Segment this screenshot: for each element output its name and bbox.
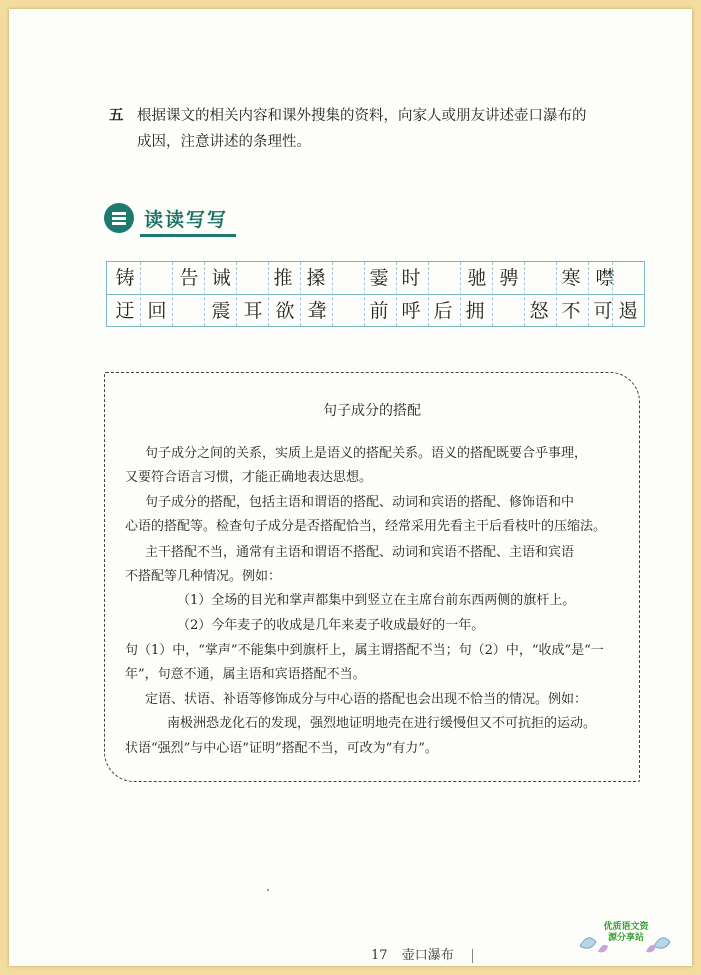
grid-char: 可 <box>593 300 613 322</box>
knowledge-box <box>104 372 640 782</box>
grid-char: 聋 <box>307 300 327 322</box>
grid-char: 驰 <box>467 267 487 289</box>
box-example: （1）全场的目光和掌声都集中到竖立在主席台前东西两侧的旗杆上。 <box>177 593 576 608</box>
section-underline <box>140 234 236 237</box>
grid-char: 耳 <box>243 300 263 322</box>
vocabulary-row-2 <box>107 294 644 327</box>
butterfly-logo-icon <box>576 922 676 956</box>
grid-char: 不 <box>561 300 581 322</box>
box-paragraph: 又要符合语言习惯，才能正确地表达思想。 <box>125 470 373 485</box>
grid-char: 骋 <box>499 267 519 289</box>
box-paragraph: 定语、状语、补语等修饰成分与中心语的搭配也会出现不恰当的情况。例如： <box>145 692 588 707</box>
grid-char: 回 <box>147 300 167 322</box>
grid-char: 诫 <box>211 267 231 289</box>
box-paragraph: 句子成分的搭配，包括主语和谓语的搭配、动词和宾语的搭配、修饰语和中 <box>145 495 575 510</box>
box-paragraph: 状语“强烈”与中心语“证明”搭配不当，可改为“有力”。 <box>125 741 438 756</box>
box-paragraph: 年”，句意不通，属主语和宾语搭配不当。 <box>125 667 366 682</box>
grid-char: 搡 <box>306 267 326 289</box>
vocabulary-grid <box>106 261 645 327</box>
grid-char: 推 <box>273 267 293 289</box>
watermark-text: 优质语文资源分享站 <box>603 922 649 943</box>
box-paragraph: 不搭配等几种情况。例如： <box>125 569 282 584</box>
box-paragraph: 句（1）中，“掌声”不能集中到旗杆上，属主谓搭配不当；句（2）中，“收成”是“一 <box>125 643 604 658</box>
exercise-five <box>109 103 649 155</box>
box-paragraph: 主干搭配不当，通常有主语和谓语不搭配、动词和宾语不搭配、主语和宾语 <box>145 545 575 560</box>
grid-char: 迂 <box>115 300 135 322</box>
box-paragraph: 句子成分之间的关系，实质上是语义的搭配关系。语义的搭配既要合乎事理， <box>145 446 588 461</box>
grid-char: 拥 <box>465 300 485 322</box>
grid-char: 震 <box>211 300 231 322</box>
grid-char: 铸 <box>115 267 135 289</box>
box-paragraph: 心语的搭配等。检查句子成分是否搭配恰当，经常采用先看主干后看枝叶的压缩法。 <box>125 519 607 534</box>
grid-char: 时 <box>401 267 421 289</box>
box-example: （2）今年麦子的收成是几年来麦子收成最好的一年。 <box>177 618 485 633</box>
three-lines-icon <box>104 203 134 233</box>
grid-char: 霎 <box>369 267 389 289</box>
page-number: 17 <box>371 948 388 963</box>
exercise-line-2: 成因，注意讲述的条理性。 <box>137 134 311 150</box>
box-title: 句子成分的搭配 <box>323 403 421 419</box>
lesson-title: 壶口瀑布 <box>401 948 454 963</box>
grid-char: 后 <box>433 300 453 322</box>
vocabulary-row-1 <box>107 262 644 294</box>
grid-char: 前 <box>369 300 389 322</box>
page-footer <box>371 944 473 963</box>
grid-char: 怒 <box>529 300 549 322</box>
exercise-line-1: 根据课文的相关内容和课外搜集的资料，向家人或朋友讲述壶口瀑布的 <box>137 108 587 124</box>
grid-char: 告 <box>179 267 199 289</box>
box-example: 南极洲恐龙化石的发现，强烈地证明地壳在进行缓慢但又不可抗拒的运动。 <box>167 716 597 731</box>
exercise-number: 五 <box>109 107 124 124</box>
grid-char: 遏 <box>618 300 638 322</box>
section-title: 读读写写 <box>144 209 229 231</box>
textbook-page <box>9 9 692 966</box>
grid-char: 欲 <box>275 300 295 322</box>
grid-char: 噤 <box>595 267 615 289</box>
grid-char: 寒 <box>561 267 581 289</box>
grid-char: 呼 <box>401 300 421 322</box>
